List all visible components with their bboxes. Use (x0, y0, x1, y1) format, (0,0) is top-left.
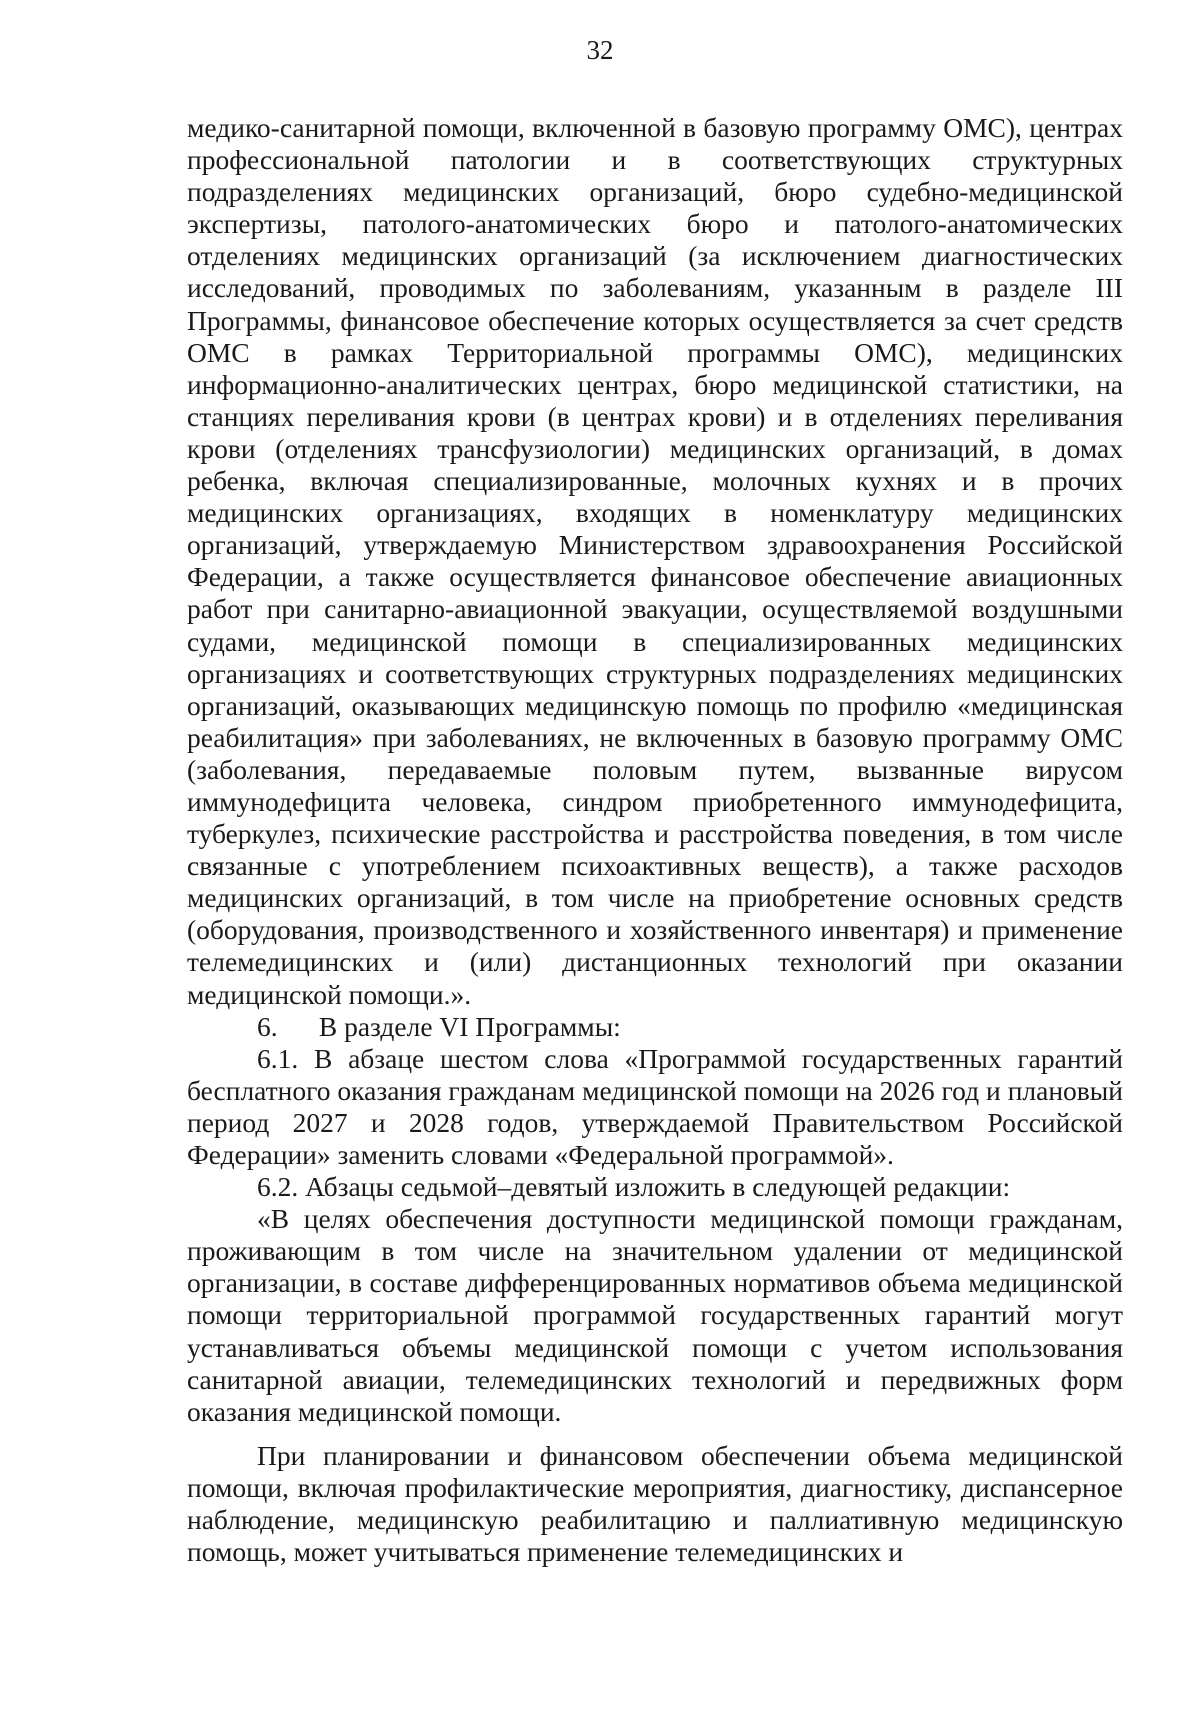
page-number: 32 (586, 35, 614, 65)
paragraph-quoted-accessibility: «В целях обеспечения доступности медицинской помощи гражданам, проживающим в том числе на значительном удалении от медицинской организации, в составе дифференцированных нормативов объема медицинской помощи территориальной программой государственных гарантий могут устанавливаться объемы медицинской помощи с учетом использования санитарной авиации, телемедицинских технологий и передвижных форм оказания медицинской помощи. (187, 1203, 1123, 1427)
paragraph-item-6: 6. В разделе VI Программы: (257, 1010, 621, 1042)
paragraph-planning: При планировании и финансовом обеспечении объема медицинской помощи, включая профилактические мероприятия, диагностику, диспансерное наблюдение, медицинскую реабилитацию и паллиативную медицинскую помощь, может учитываться применение телемедицинских и (187, 1439, 1123, 1568)
body-text (187, 112, 1123, 1568)
paragraph-continuation: медико-санитарной помощи, включенной в базовую программу ОМС), центрах профессиональной патологии и в соответствующих структурных подразделениях медицинских организаций, бюро судебно-медицинской экспертизы, патолого-анатомических бюро и патолого-анатомических отделениях медицинских организаций (за исключением диагностических исследований, проводимых по заболеваниям, указанным в разделе III Программы, финансовое обеспечение которых осуществляется за счет средств ОМС в рамках Территориальной программы ОМС), медицинских информационно-аналитических центрах, бюро медицинской статистики, на станциях переливания крови (в центрах крови) и в отделениях переливания крови (отделениях трансфузиологии) медицинских организаций, в домах ребенка, включая специализированные, молочных кухнях и в прочих медицинских организациях, входящих в номенклатуру медицинских организаций, утверждаемую Министерством здравоохранения Российской Федерации, а также осуществляется финансовое обеспечение авиационных работ при санитарно-авиационной эвакуации, осуществляемой воздушными судами, медицинской помощи в специализированных медицинских организациях и соответствующих структурных подразделениях медицинских организаций, оказывающих медицинскую помощь по профилю «медицинская реабилитация» при заболеваниях, не включенных в базовую программу ОМС (заболевания, передаваемые половым путем, вызванные вирусом иммунодефицита человека, синдром приобретенного иммунодефицита, туберкулез, психические расстройства и расстройства поведения, в том числе связанные с употреблением психоактивных веществ), а также расходов медицинских организаций, в том числе на приобретение основных средств (оборудования, производственного и хозяйственного инвентаря) и применение телемедицинских и (или) дистанционных технологий при оказании медицинской помощи.». (187, 112, 1123, 1010)
paragraph-item-6-2: 6.2. Абзацы седьмой–девятый изложить в следующей редакции: (257, 1171, 1011, 1203)
paragraph-item-6-1: 6.1. В абзаце шестом слова «Программой государственных гарантий бесплатного оказания гражданам медицинской помощи на 2026 год и плановый период 2027 и 2028 годов, утверждаемой Правительством Российской Федерации» заменить словами «Федеральной программой». (187, 1042, 1123, 1170)
